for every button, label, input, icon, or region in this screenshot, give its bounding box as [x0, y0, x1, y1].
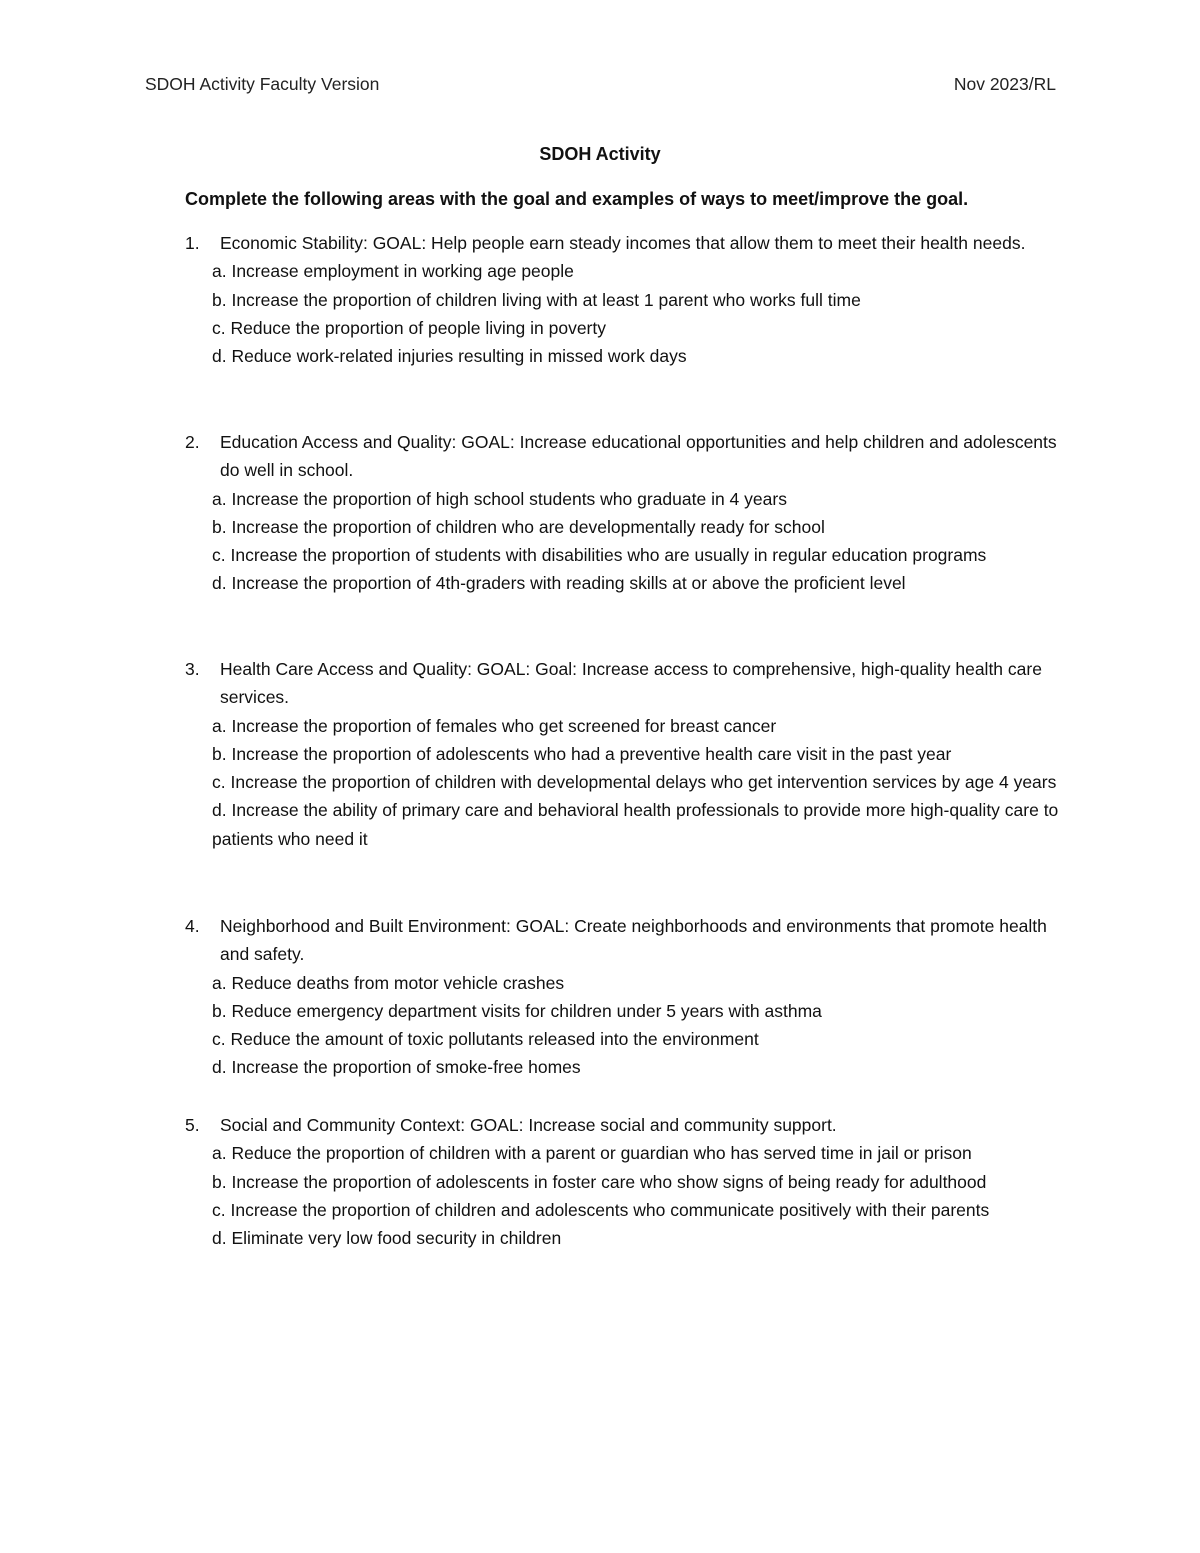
header-left: SDOH Activity Faculty Version [145, 74, 380, 94]
document-subtitle: Complete the following areas with the goal and examples of ways to meet/improve the goal. [185, 189, 969, 209]
section-heading-text: Education Access and Quality: GOAL: Increase educational opportunities and help children and adolescents do well in school. [220, 432, 1057, 481]
goal-examples-list [185, 712, 1065, 853]
list-item: d. Eliminate very low food security in children [212, 1228, 562, 1249]
section-heading [185, 655, 1065, 712]
section-heading-text: Health Care Access and Quality: GOAL: Goal: Increase access to comprehensive, high-quality health care services. [220, 659, 1042, 708]
section-education-access [185, 428, 1065, 598]
section-number: 5. [185, 1115, 200, 1135]
goal-examples-list [185, 969, 1065, 1082]
list-item: c. Increase the proportion of students with disabilities who are usually in regular education programs [212, 545, 987, 566]
list-item: b. Increase the proportion of children living with at least 1 parent who works full time [212, 289, 861, 310]
list-item: b. Reduce emergency department visits for children under 5 years with asthma [212, 1000, 822, 1021]
list-item: b. Increase the proportion of children who are developmentally ready for school [212, 516, 825, 537]
list-item: d. Increase the proportion of 4th-graders with reading skills at or above the proficient level [212, 573, 906, 594]
list-item: a. Increase the proportion of females who get screened for breast cancer [212, 715, 777, 736]
section-economic-stability [185, 229, 1065, 370]
section-social-community [185, 1111, 1065, 1252]
section-heading-text: Economic Stability: GOAL: Help people earn steady incomes that allow them to meet their health needs. [220, 233, 1026, 253]
list-item: d. Increase the ability of primary care and behavioral health professionals to provide more high-quality care to patients who need it [212, 800, 1059, 849]
section-number: 1. [185, 233, 200, 253]
list-item: a. Reduce the proportion of children with a parent or guardian who has served time in jail or prison [212, 1143, 972, 1164]
section-heading-text: Neighborhood and Built Environment: GOAL: Create neighborhoods and environments that promote health and safety. [220, 916, 1047, 965]
goal-examples-list [185, 1139, 1065, 1252]
list-item: d. Reduce work-related injuries resulting in missed work days [212, 346, 687, 367]
list-item: d. Increase the proportion of smoke-free homes [212, 1057, 581, 1078]
section-number: 3. [185, 659, 200, 679]
goal-examples-list [185, 257, 1065, 370]
section-heading [185, 428, 1065, 485]
list-item: b. Increase the proportion of adolescents who had a preventive health care visit in the past year [212, 743, 952, 764]
section-health-care-access [185, 655, 1065, 853]
list-item: b. Increase the proportion of adolescents in foster care who show signs of being ready for adulthood [212, 1171, 987, 1192]
list-item: c. Increase the proportion of children and adolescents who communicate positively with their parents [212, 1199, 990, 1220]
list-item: c. Increase the proportion of children with developmental delays who get intervention services by age 4 years [212, 772, 1057, 793]
list-item: a. Increase employment in working age people [212, 261, 574, 282]
section-heading [185, 229, 1065, 257]
list-item: a. Increase the proportion of high school students who graduate in 4 years [212, 488, 787, 509]
section-heading-text: Social and Community Context: GOAL: Increase social and community support. [220, 1115, 837, 1135]
section-number: 2. [185, 432, 200, 452]
document-title: SDOH Activity [539, 144, 661, 164]
goal-examples-list [185, 485, 1065, 598]
section-heading [185, 912, 1065, 969]
list-item: c. Reduce the amount of toxic pollutants released into the environment [212, 1029, 759, 1050]
section-neighborhood-environment [185, 912, 1065, 1082]
list-item: a. Reduce deaths from motor vehicle crashes [212, 972, 565, 993]
list-item: c. Reduce the proportion of people living in poverty [212, 317, 606, 338]
header-right: Nov 2023/RL [953, 74, 1056, 94]
section-heading [185, 1111, 1065, 1139]
section-number: 4. [185, 916, 200, 936]
